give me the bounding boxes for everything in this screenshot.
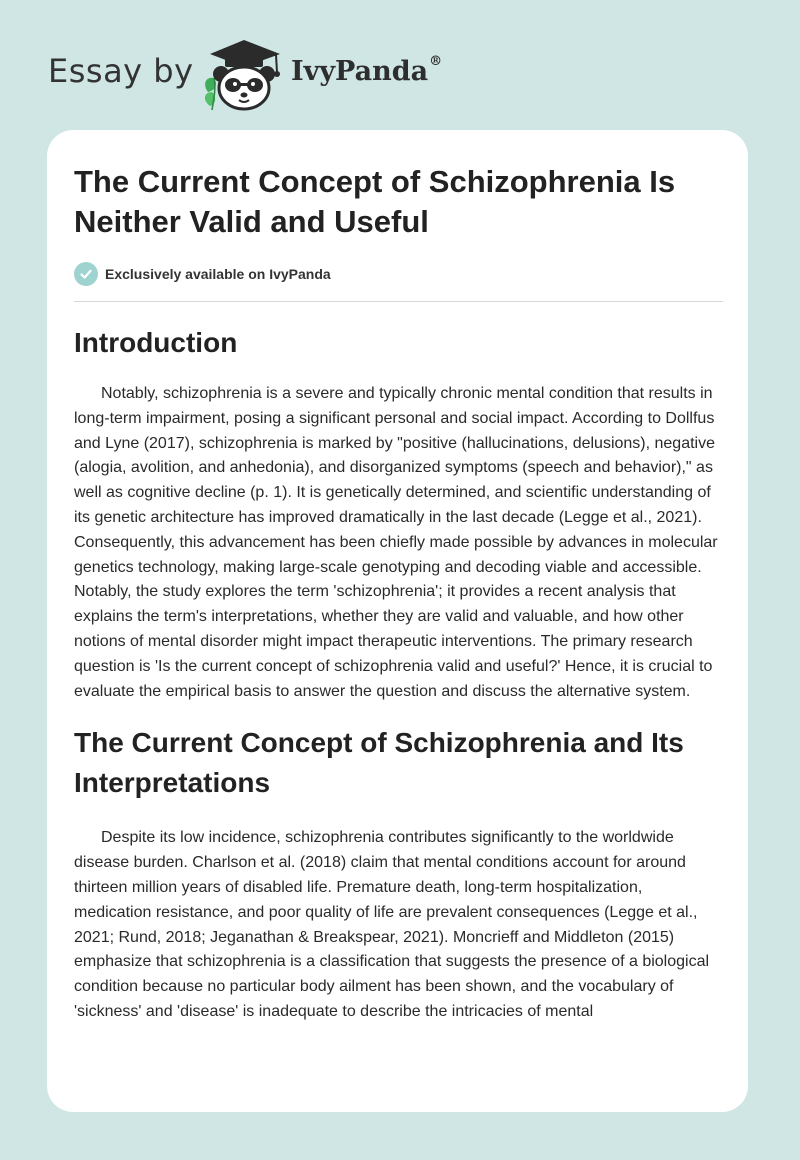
panda-graduate-icon [200,34,286,114]
title-divider [74,301,723,302]
essay-card [47,130,748,1112]
essay-by-label: Essay by [48,52,194,90]
site-header [48,34,508,114]
brand-logo-text: IvyPanda® [291,54,443,87]
exclusive-badge [74,260,724,288]
section-paragraph-current-concept: Despite its low incidence, schizophrenia contributes significantly to the worldwide disease burden. Charlson et al. (2018) claim that mental conditions account for around thirteen million years of disabled life. Premature death, long-term hospitalization, medication resistance, and poor quality of life are prevalent consequences (Legge et al., 2021; Rund, 2018; Jeganathan & Breakspear, 2021). Moncrieff and Middleton (2015) emphasize that schizophrenia is a classification that suggests the presence of a biological condition because no particular body ailment has been shown, and the vocabulary of 'sickness' and 'disease' is inadequate to describe the intricacies of mental [74,829,710,1020]
section-paragraph-introduction: Notably, schizophrenia is a severe and typically chronic mental condition that results in long-term impairment, posing a significant personal and social impact. According to Dollfus and Lyne (2017), schizophrenia is marked by "positive (hallucinations, delusions), negative (alogia, avolition, and anhedonia), and disorganized symptoms (speech and behavior)," as well as cognitive decline (p. 1). It is genetically determined, and scientific understanding of its genetic architecture has improved dramatically in the last decade (Legge et al., 2021). Consequently, this advancement has been chiefly made possible by advances in molecular genetics technology, making large-scale genotyping and decoding viable and accessible. Notably, the study explores the term 'schizophrenia'; it provides a recent analysis that explains the term's interpretations, whether they are valid and valuable, and how other notions of mental disorder might impact therapeutic interventions. The primary research question is 'Is the current concept of schizophrenia valid and useful?' Hence, it is crucial to evaluate the empirical basis to answer the question and discuss the alternative system. [74,385,718,700]
section-heading-current-concept: The Current Concept of Schizophrenia and Its Interpretations [74,727,684,799]
check-circle-icon [74,262,98,286]
exclusive-badge-label: Exclusively available on IvyPanda [105,266,331,282]
essay-content [74,162,724,1025]
section-heading-introduction: Introduction [74,327,238,358]
essay-title: The Current Concept of Schizophrenia Is Neither Valid and Useful [74,164,676,239]
